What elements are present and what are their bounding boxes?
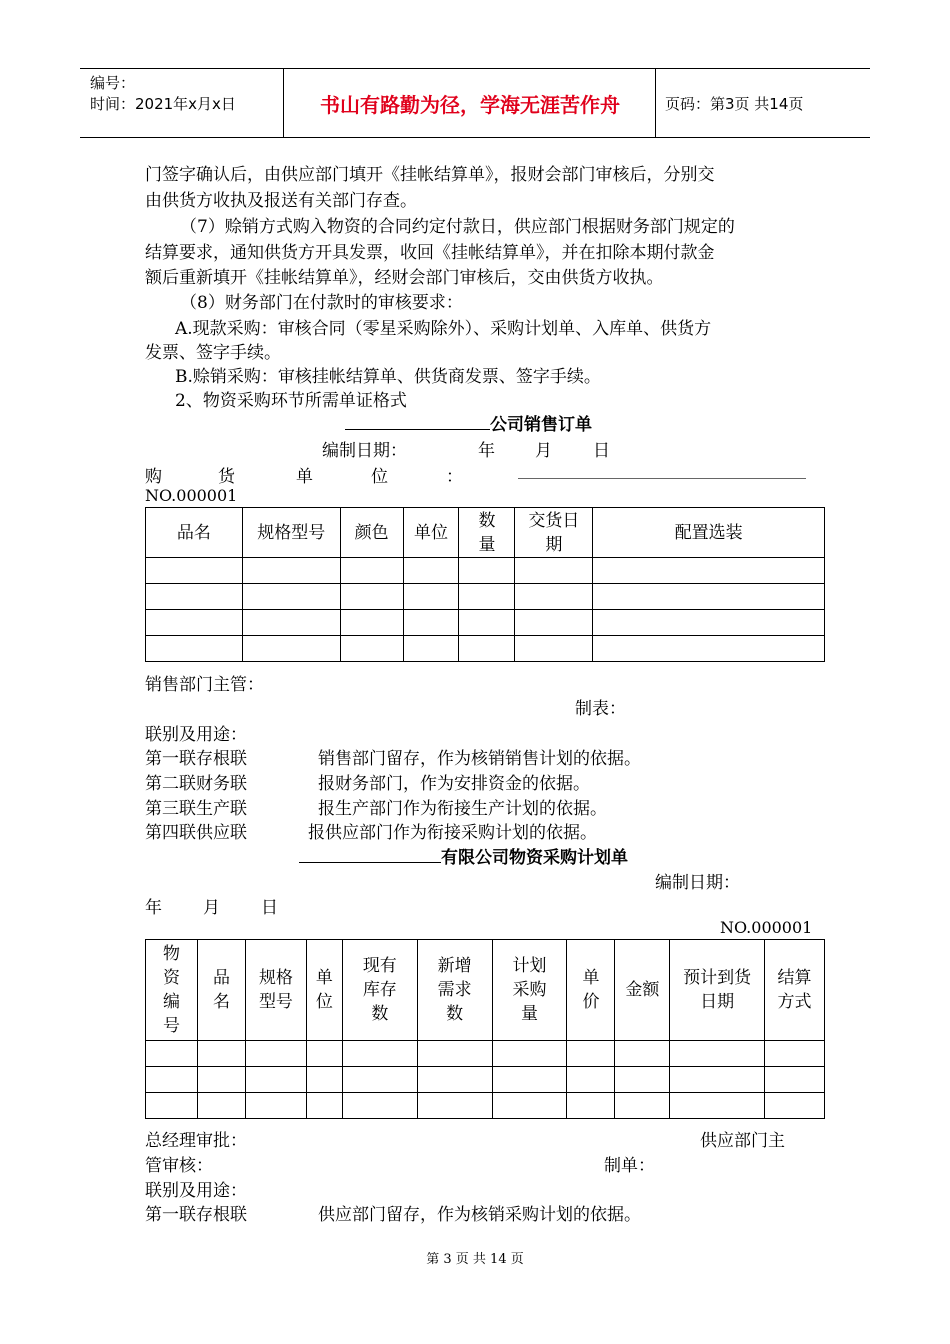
supply-manager-label-cont: 管审核： — [145, 1156, 213, 1176]
paragraph-line: 2、物资采购环节所需单证格式 — [175, 391, 407, 411]
paragraph-line: 发票、签字手续。 — [145, 343, 281, 363]
header-cell: 现有库存数 — [342, 940, 417, 1041]
table-cell[interactable] — [459, 636, 515, 662]
table-cell[interactable] — [146, 1067, 198, 1093]
table-cell[interactable] — [567, 1041, 615, 1067]
table-cell[interactable] — [198, 1041, 246, 1067]
table-cell[interactable] — [765, 1041, 825, 1067]
paragraph-line: B.赊销采购：审核挂帐结算单、供货商发票、签字手续。 — [175, 367, 601, 387]
table-cell[interactable] — [593, 610, 825, 636]
table-cell[interactable] — [245, 1093, 306, 1119]
company-blank — [299, 846, 441, 863]
header-cell: 物资编号 — [146, 940, 198, 1041]
table-cell[interactable] — [340, 636, 403, 662]
table-cell[interactable] — [342, 1093, 417, 1119]
table-cell[interactable] — [242, 584, 340, 610]
header-cell: 数量 — [459, 508, 515, 558]
table-cell[interactable] — [567, 1093, 615, 1119]
table-cell[interactable] — [340, 584, 403, 610]
header-cell: 单价 — [567, 940, 615, 1041]
copy-use: 报供应部门作为衔接采购计划的依据。 — [308, 823, 597, 843]
table-cell[interactable] — [670, 1041, 765, 1067]
copy-use: 销售部门留存，作为核销销售计划的依据。 — [318, 749, 641, 769]
table-cell[interactable] — [340, 610, 403, 636]
table-cell[interactable] — [403, 610, 459, 636]
buyer-char: 购 — [145, 467, 162, 487]
plan-copies-label: 联别及用途： — [145, 1181, 247, 1201]
time-label: 时间：2021年x月x日 — [90, 95, 236, 113]
page-code: 页码：第3页 共14页 — [665, 95, 804, 113]
paragraph-line: 门签字确认后，由供应部门填开《挂帐结算单》，报财会部门审核后，分别交 — [145, 165, 715, 185]
table-cell[interactable] — [146, 636, 243, 662]
page-footer: 第 3 页 共 14 页 — [426, 1252, 524, 1267]
table-cell[interactable] — [146, 1041, 198, 1067]
paragraph-line: A.现款采购：审核合同（零星采购除外）、采购计划单、入库单、供货方 — [175, 319, 712, 339]
table-cell[interactable] — [515, 610, 593, 636]
sales-date-label: 编制日期： — [322, 441, 407, 461]
table-cell[interactable] — [765, 1093, 825, 1119]
header-cell: 结算方式 — [765, 940, 825, 1041]
buyer-char: 单 — [296, 467, 313, 487]
table-cell[interactable] — [242, 558, 340, 584]
table-cell[interactable] — [459, 610, 515, 636]
copy-name: 第一联存根联 — [145, 1205, 247, 1225]
table-cell[interactable] — [567, 1067, 615, 1093]
paragraph-line: 额后重新填开《挂帐结算单》，经财会部门审核后，交由供货方收执。 — [145, 268, 664, 288]
table-cell[interactable] — [342, 1041, 417, 1067]
copy-use: 报生产部门作为衔接生产计划的依据。 — [318, 799, 607, 819]
table-cell[interactable] — [593, 584, 825, 610]
table-cell[interactable] — [198, 1093, 246, 1119]
plan-date-year: 年 — [145, 898, 162, 918]
table-row — [146, 558, 825, 584]
plan-date-label: 编制日期： — [655, 873, 740, 893]
table-cell[interactable] — [459, 558, 515, 584]
sales-order-title — [345, 410, 592, 435]
buyer-char: 货 — [218, 467, 235, 487]
table-cell[interactable] — [615, 1067, 670, 1093]
paragraph-line: （7）赊销方式购入物资的合同约定付款日，供应部门根据财务部门规定的 — [180, 217, 735, 237]
table-row — [146, 584, 825, 610]
paragraph-line: 结算要求，通知供货方开具发票，收回《挂帐结算单》，并在扣除本期付款金 — [145, 243, 715, 263]
header-cell: 颜色 — [340, 508, 403, 558]
header-meta — [90, 73, 236, 115]
table-cell[interactable] — [670, 1093, 765, 1119]
table-cell[interactable] — [242, 636, 340, 662]
header-cell: 金额 — [615, 940, 670, 1041]
table-header-row — [146, 508, 825, 558]
table-row — [146, 636, 825, 662]
table-cell[interactable] — [670, 1067, 765, 1093]
sales-order-title-text: 公司销售订单 — [490, 415, 592, 435]
table-cell[interactable] — [459, 584, 515, 610]
number-label: 编号： — [90, 74, 136, 92]
copy-name: 第四联供应联 — [145, 823, 247, 843]
sales-date-month: 月 — [535, 441, 552, 461]
sales-order-number: NO.000001 — [145, 486, 238, 505]
table-cell[interactable] — [403, 558, 459, 584]
table-cell[interactable] — [492, 1067, 567, 1093]
table-cell[interactable] — [417, 1041, 492, 1067]
table-cell[interactable] — [245, 1067, 306, 1093]
purchase-plan-title — [299, 843, 628, 868]
header-cell: 交货日期 — [515, 508, 593, 558]
table-cell[interactable] — [417, 1093, 492, 1119]
plan-date-day: 日 — [261, 898, 278, 918]
sales-maker-label: 制表： — [575, 699, 626, 719]
table-cell[interactable] — [306, 1093, 342, 1119]
table-row — [146, 610, 825, 636]
copy-name: 第二联财务联 — [145, 774, 247, 794]
table-cell[interactable] — [403, 584, 459, 610]
purchase-plan-title-text: 有限公司物资采购计划单 — [441, 848, 628, 868]
table-cell[interactable] — [615, 1093, 670, 1119]
table-cell[interactable] — [492, 1041, 567, 1067]
header-cell: 配置选装 — [593, 508, 825, 558]
table-cell[interactable] — [515, 558, 593, 584]
table-cell[interactable] — [515, 584, 593, 610]
copy-name: 第三联生产联 — [145, 799, 247, 819]
supply-manager-label: 供应部门主 — [700, 1131, 785, 1151]
table-cell[interactable] — [765, 1067, 825, 1093]
table-cell[interactable] — [515, 636, 593, 662]
plan-number: NO.000001 — [720, 918, 813, 937]
table-header-row — [146, 940, 825, 1041]
table-cell[interactable] — [245, 1041, 306, 1067]
table-cell[interactable] — [146, 610, 243, 636]
table-cell[interactable] — [146, 1093, 198, 1119]
plan-date-month: 月 — [203, 898, 220, 918]
table-cell[interactable] — [615, 1041, 670, 1067]
table-row — [146, 1067, 825, 1093]
sales-date-year: 年 — [478, 441, 495, 461]
paragraph-line: 由供货方收执及报送有关部门存查。 — [145, 191, 417, 211]
sales-order-table — [145, 507, 825, 662]
header-cell: 单位 — [403, 508, 459, 558]
copy-use: 报财务部门，作为安排资金的依据。 — [318, 774, 590, 794]
sales-copies-label: 联别及用途： — [145, 725, 247, 745]
table-cell[interactable] — [146, 584, 243, 610]
company-blank — [345, 413, 490, 430]
plan-maker-label: 制单： — [604, 1156, 655, 1176]
table-row — [146, 1041, 825, 1067]
table-cell[interactable] — [306, 1067, 342, 1093]
copy-use: 供应部门留存，作为核销采购计划的依据。 — [318, 1205, 641, 1225]
header-cell: 新增需求数 — [417, 940, 492, 1041]
header-divider — [283, 69, 284, 137]
table-cell[interactable] — [306, 1041, 342, 1067]
header-cell: 规格型号 — [242, 508, 340, 558]
table-row — [146, 1093, 825, 1119]
table-cell[interactable] — [492, 1093, 567, 1119]
table-cell[interactable] — [242, 610, 340, 636]
copy-name: 第一联存根联 — [145, 749, 247, 769]
page-header — [80, 68, 870, 138]
header-cell: 规格型号 — [245, 940, 306, 1041]
table-cell[interactable] — [198, 1067, 246, 1093]
table-cell[interactable] — [593, 636, 825, 662]
buyer-char: ： — [446, 467, 463, 487]
header-cell: 品名 — [198, 940, 246, 1041]
table-cell[interactable] — [340, 558, 403, 584]
sales-manager-label: 销售部门主管： — [145, 675, 264, 695]
paragraph-line: （8）财务部门在付款时的审核要求： — [180, 293, 463, 313]
table-cell[interactable] — [342, 1067, 417, 1093]
header-cell: 预计到货日期 — [670, 940, 765, 1041]
table-cell[interactable] — [417, 1067, 492, 1093]
buyer-char: 位 — [371, 467, 388, 487]
buyer-blank — [518, 478, 806, 479]
gm-approval-label: 总经理审批： — [145, 1131, 247, 1151]
header-divider — [655, 69, 656, 137]
sales-date-day: 日 — [593, 441, 610, 461]
table-cell[interactable] — [593, 558, 825, 584]
header-cell: 单位 — [306, 940, 342, 1041]
header-cell: 计划采购量 — [492, 940, 567, 1041]
header-cell: 品名 — [146, 508, 243, 558]
table-cell[interactable] — [146, 558, 243, 584]
table-cell[interactable] — [403, 636, 459, 662]
header-motto: 书山有路勤为径，学海无涯苦作舟 — [320, 92, 620, 117]
purchase-plan-table — [145, 939, 825, 1119]
